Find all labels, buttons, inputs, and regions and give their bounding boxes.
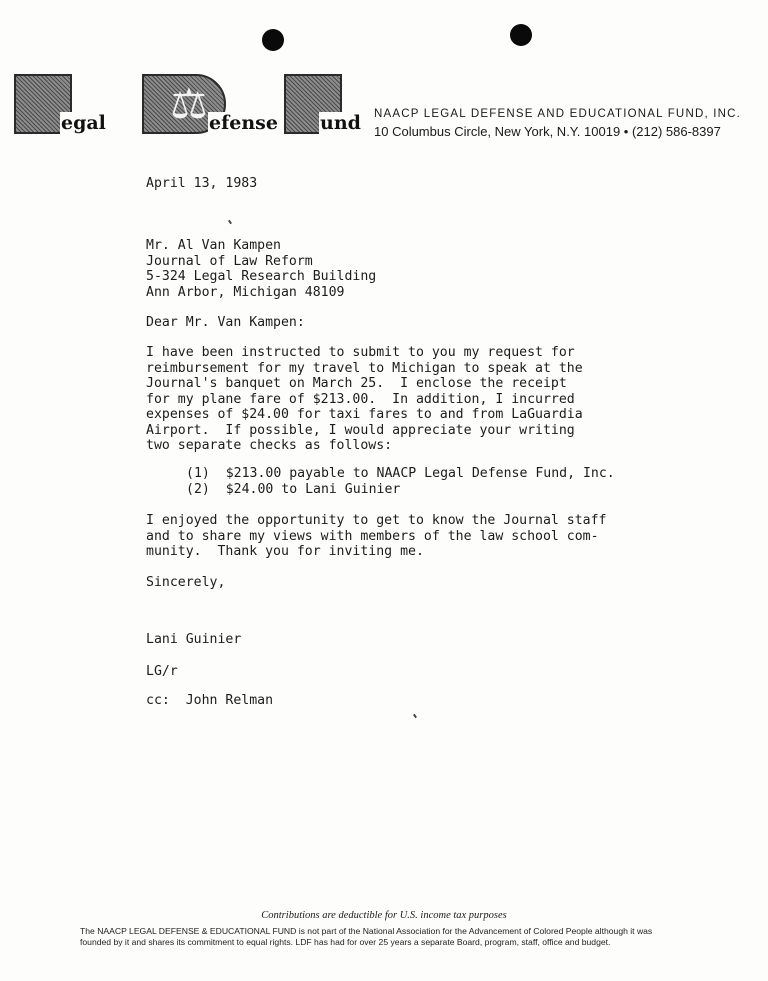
typist-initials: LG/r xyxy=(146,664,178,679)
footer-disclaimer: The NAACP LEGAL DEFENSE & EDUCATIONAL FUND is not part of the National Association for the Advancement of Colored People although it was founded by it and shares its commitment to equal rights. LDF has had for over 25 years a separate Board, program, staff, office and budget. xyxy=(80,926,653,947)
salutation: Dear Mr. Van Kampen: xyxy=(146,315,305,330)
closing: Sincerely, xyxy=(146,575,226,590)
tax-note: Contributions are deductible for U.S. income tax purposes xyxy=(261,910,507,921)
cc-line: cc: John Relman xyxy=(146,693,274,708)
paragraph-line: for my plane fare of $213.00. In addition, I incurred xyxy=(146,391,575,407)
paragraph-line: I enjoyed the opportunity to get to know the Journal staff xyxy=(146,513,607,528)
paragraph-line: and to share my views with members of the law school com- xyxy=(146,528,599,544)
binder-hole xyxy=(510,24,532,46)
recipient-city: Ann Arbor, Michigan 48109 xyxy=(146,284,345,300)
body-paragraph-2 xyxy=(146,513,607,560)
paragraph-line: reimbursement for my travel to Michigan to speak at the xyxy=(146,360,583,376)
ldf-logo xyxy=(14,74,359,134)
check-item: (2) $24.00 to Lani Guinier xyxy=(186,481,401,497)
scales-of-justice-icon: ⚖ xyxy=(170,79,208,128)
recipient-street: 5-324 Legal Research Building xyxy=(146,269,377,284)
letterhead-org xyxy=(374,107,741,140)
recipient-address xyxy=(146,238,376,300)
check-list xyxy=(186,466,615,497)
recipient-org: Journal of Law Reform xyxy=(146,253,313,269)
org-name: NAACP LEGAL DEFENSE AND EDUCATIONAL FUND, INC. xyxy=(374,108,742,120)
paragraph-line: munity. Thank you for inviting me. xyxy=(146,544,424,559)
org-address: 10 Columbus Circle, New York, N.Y. 10019 • (212) 586-8397 xyxy=(374,124,721,139)
check-item: (1) $213.00 payable to NAACP Legal Defense Fund, Inc. xyxy=(186,466,615,481)
paragraph-line: I have been instructed to submit to you my request for xyxy=(146,345,575,360)
paragraph-line: two separate checks as follows: xyxy=(146,438,393,453)
paragraph-line: Journal's banquet on March 25. I enclose the receipt xyxy=(146,376,567,391)
logo-word-legal: egal xyxy=(61,112,106,134)
logo-word-defense: efense xyxy=(209,112,278,134)
paper-speck xyxy=(413,714,417,718)
letter-date: April 13, 1983 xyxy=(146,176,258,191)
paragraph-line: Airport. If possible, I would appreciate your writing xyxy=(146,422,575,438)
binder-hole xyxy=(262,29,284,51)
body-paragraph-1 xyxy=(146,345,583,454)
logo-word-fund: und xyxy=(320,112,361,134)
recipient-name: Mr. Al Van Kampen xyxy=(146,238,281,253)
signature-name: Lani Guinier xyxy=(146,632,242,647)
paragraph-line: expenses of $24.00 for taxi fares to and from LaGuardia xyxy=(146,407,583,422)
paper-speck xyxy=(228,220,232,224)
